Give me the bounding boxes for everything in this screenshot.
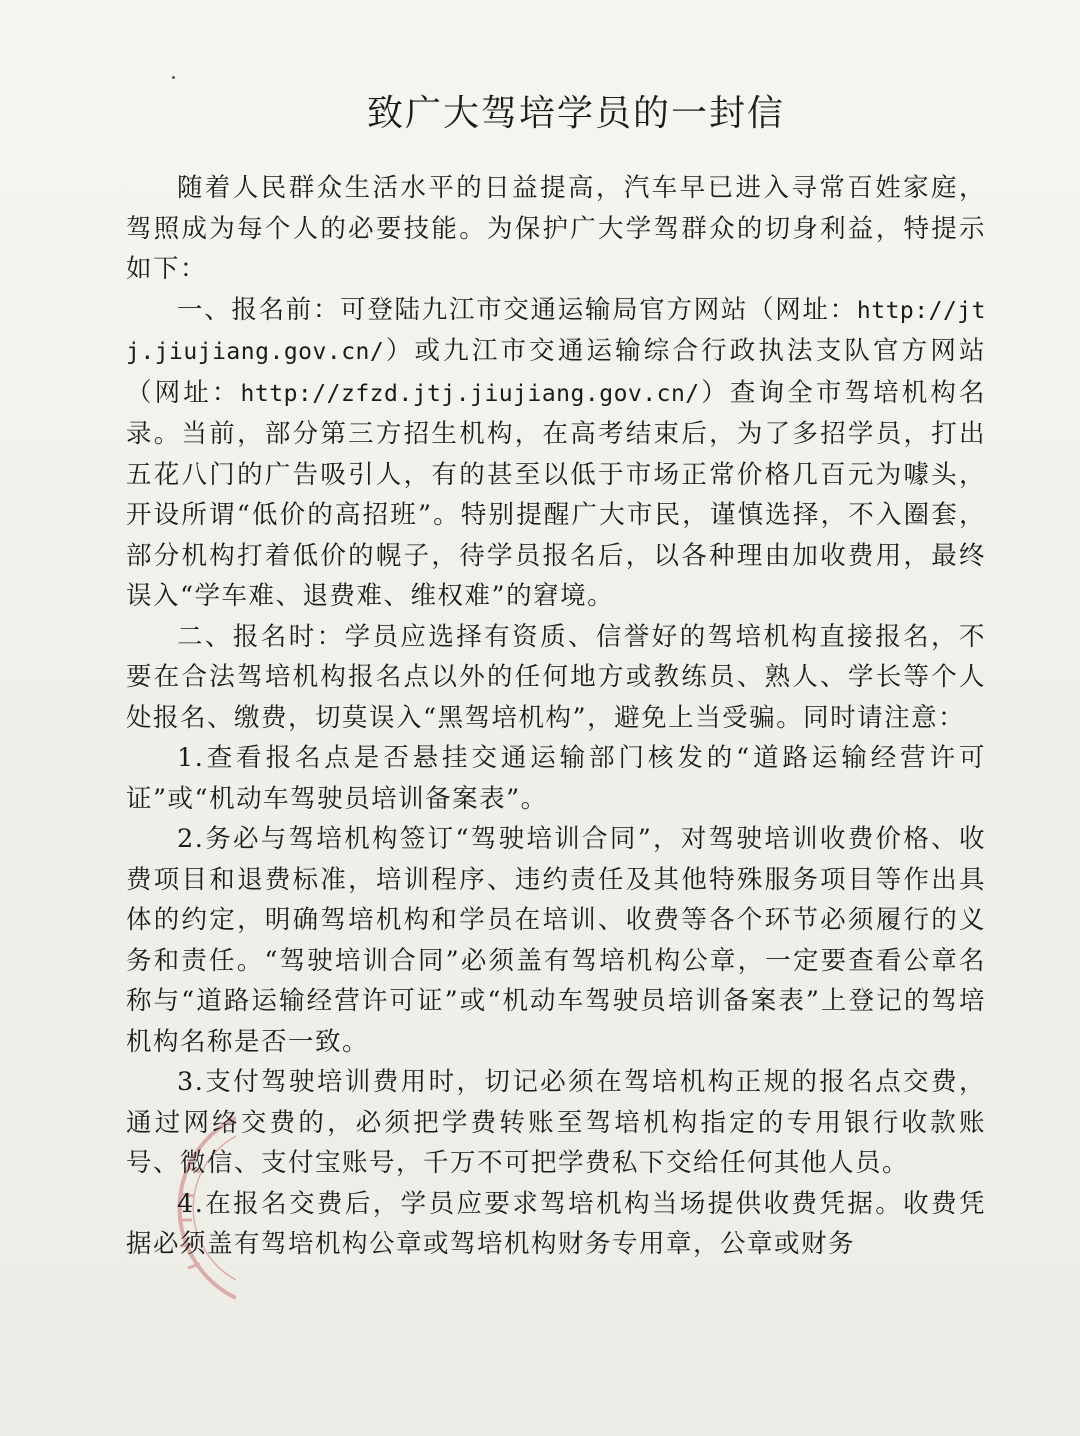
notice-item-1: 1.查看报名点是否悬挂交通运输部门核发的“道路运输经营许可证”或“机动车驾驶员培训备案表”。 bbox=[126, 743, 986, 814]
section-during-registration: 二、报名时：学员应选择有资质、信誉好的驾培机构直接报名，不要在合法驾培机构报名点以外的任何地方或教练员、熟人、学长等个人处报名、缴费，切莫误入“黑驾培机构”，避免上当受骗。同时请注意： bbox=[126, 621, 986, 733]
website-url-enforcement-detachment: http://zfzd.jtj.jiujiang.gov.cn/ bbox=[240, 380, 700, 407]
website-url-transport-bureau: http://jtj.jiujiang.gov.cn/ bbox=[126, 297, 986, 365]
section-before-registration bbox=[126, 290, 986, 617]
notice-item-3: 3.支付驾驶培训费用时，切记必须在驾培机构正规的报名点交费，通过网络交费的，必须把学费转账至驾培机构指定的专用银行收款账号、微信、支付宝账号，千万不可把学费私下交给任何其他人员。 bbox=[126, 1067, 986, 1178]
ink-speck bbox=[172, 76, 175, 79]
notice-item-2: 2.务必与驾培机构签订“驾驶培训合同”，对驾驶培训收费价格、收费项目和退费标准，培训程序、违约责任及其他特殊服务项目等作出具体的约定，明确驾培机构和学员在培训、收费等各个环节必须履行的义务和责任。“驾驶培训合同”必须盖有驾培机构公章，一定要查看公章名称与“道路运输经营许可证”或“机动车驾驶员培训备案表”上登记的驾培机构名称是否一致。 bbox=[126, 824, 986, 1057]
intro-paragraph: 随着人民群众生活水平的日益提高，汽车早已进入寻常百姓家庭，驾照成为每个人的必要技能。为保护广大学驾群众的切身利益，特提示如下： bbox=[126, 173, 986, 284]
section-before-registration-mid: ）或九江市交通运输综合行政执法支队官方网站（网址： bbox=[126, 336, 986, 408]
letter-body bbox=[126, 88, 986, 1265]
notice-item-4: 4.在报名交费后，学员应要求驾培机构当场提供收费凭据。收费凭据必须盖有驾培机构公章或驾培机构财务专用章，公章或财务 bbox=[126, 1188, 986, 1259]
section-before-registration-rest: ）查询全市驾培机构名录。当前，部分第三方招生机构，在高考结束后，为了多招学员，打出五花八门的广告吸引人，有的甚至以低于市场正常价格几百元为噱头，开设所谓“低价的高招班”。特别提醒广大市民，谨慎选择，不入圈套，部分机构打着低价的幌子，待学员报名后，以各种理由加收费用，最终误入“学车难、退费难、维权难”的窘境。 bbox=[126, 377, 986, 611]
letter-title: 致广大驾培学员的一封信 bbox=[366, 93, 785, 134]
section-before-registration-lead: 一、报名前：可登陆九江市交通运输局官方网站（网址： bbox=[177, 294, 857, 325]
